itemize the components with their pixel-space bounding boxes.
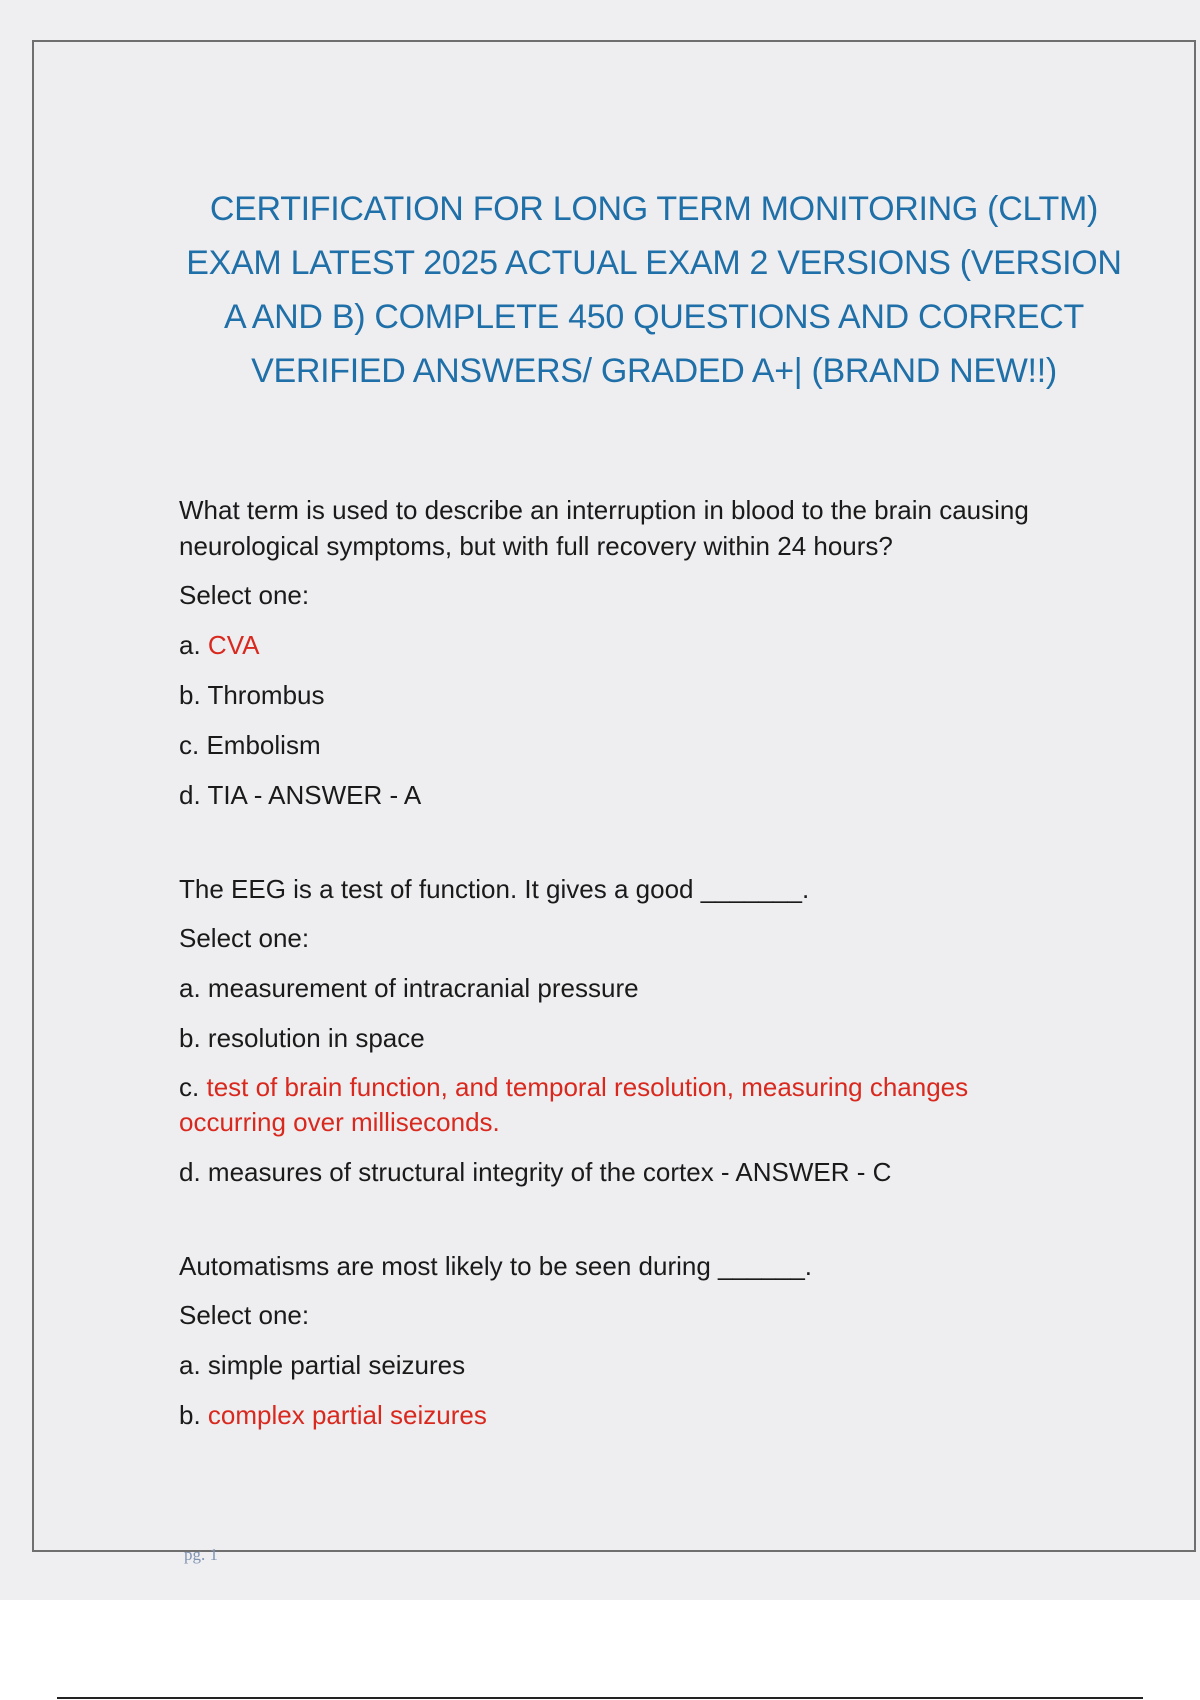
option-text: Thrombus <box>207 680 325 710</box>
option-letter: c. <box>179 730 200 760</box>
answer-option-a <box>179 627 1119 663</box>
option-letter: d. <box>179 780 201 810</box>
answer-option-c <box>179 727 1119 763</box>
answer-option-b <box>179 1020 1119 1056</box>
select-one-label: Select one: <box>179 923 310 953</box>
option-letter: a. <box>179 1350 201 1380</box>
question-list <box>179 492 1119 1433</box>
option-letter: b. <box>179 1023 201 1053</box>
answer-option-b <box>179 677 1119 713</box>
option-text: simple partial seizures <box>207 1350 466 1380</box>
option-text: measurement of intracranial pressure <box>207 973 639 1003</box>
option-letter: d. <box>179 1157 201 1187</box>
answer-option-d <box>179 777 1119 813</box>
option-text-correct: test of brain function, and temporal resolution, measuring changes <box>206 1072 969 1102</box>
option-letter: a. <box>179 630 201 660</box>
option-text: resolution in space <box>207 1023 425 1053</box>
select-one-label: Select one: <box>179 580 310 610</box>
question-1 <box>179 492 1119 813</box>
option-text-correct: complex partial seizures <box>207 1400 487 1430</box>
option-text: measures of structural integrity of the cortex - ANSWER - C <box>207 1157 892 1187</box>
answer-option-a <box>179 1347 1119 1383</box>
question-text-line: What term is used to describe an interruption in blood to the brain causing <box>179 495 1029 525</box>
question-3 <box>179 1248 1119 1433</box>
document-page <box>32 40 1196 1564</box>
option-text-correct: CVA <box>207 630 260 660</box>
question-2 <box>179 871 1119 1190</box>
title-line: VERIFIED ANSWERS/ GRADED A+| (BRAND NEW!!) <box>251 352 1057 390</box>
document-title <box>134 182 1174 398</box>
answer-option-d <box>179 1154 1119 1190</box>
page-number: pg. 1 <box>184 1545 218 1564</box>
question-text-line: neurological symptoms, but with full recovery within 24 hours? <box>179 531 893 561</box>
option-text-correct: occurring over milliseconds. <box>179 1107 500 1137</box>
select-one-label: Select one: <box>179 1300 310 1330</box>
option-letter: b. <box>179 680 201 710</box>
question-text <box>179 492 1119 564</box>
option-letter: b. <box>179 1400 201 1430</box>
title-line: EXAM LATEST 2025 ACTUAL EXAM 2 VERSIONS (VERSION <box>186 244 1122 282</box>
answer-option-a <box>179 970 1119 1006</box>
title-line: A AND B) COMPLETE 450 QUESTIONS AND CORRECT <box>224 298 1084 336</box>
question-text: The EEG is a test of function. It gives a good _______. <box>179 874 810 904</box>
answer-option-b <box>179 1397 1119 1433</box>
bottom-divider <box>57 1697 1143 1699</box>
answer-option-c <box>179 1070 1119 1140</box>
option-text: TIA - ANSWER - A <box>207 780 422 810</box>
option-letter: a. <box>179 973 201 1003</box>
question-text: Automatisms are most likely to be seen during ______. <box>179 1251 813 1281</box>
title-line: CERTIFICATION FOR LONG TERM MONITORING (CLTM) <box>209 190 1099 228</box>
option-letter: c. <box>179 1072 200 1102</box>
option-text: Embolism <box>206 730 321 760</box>
